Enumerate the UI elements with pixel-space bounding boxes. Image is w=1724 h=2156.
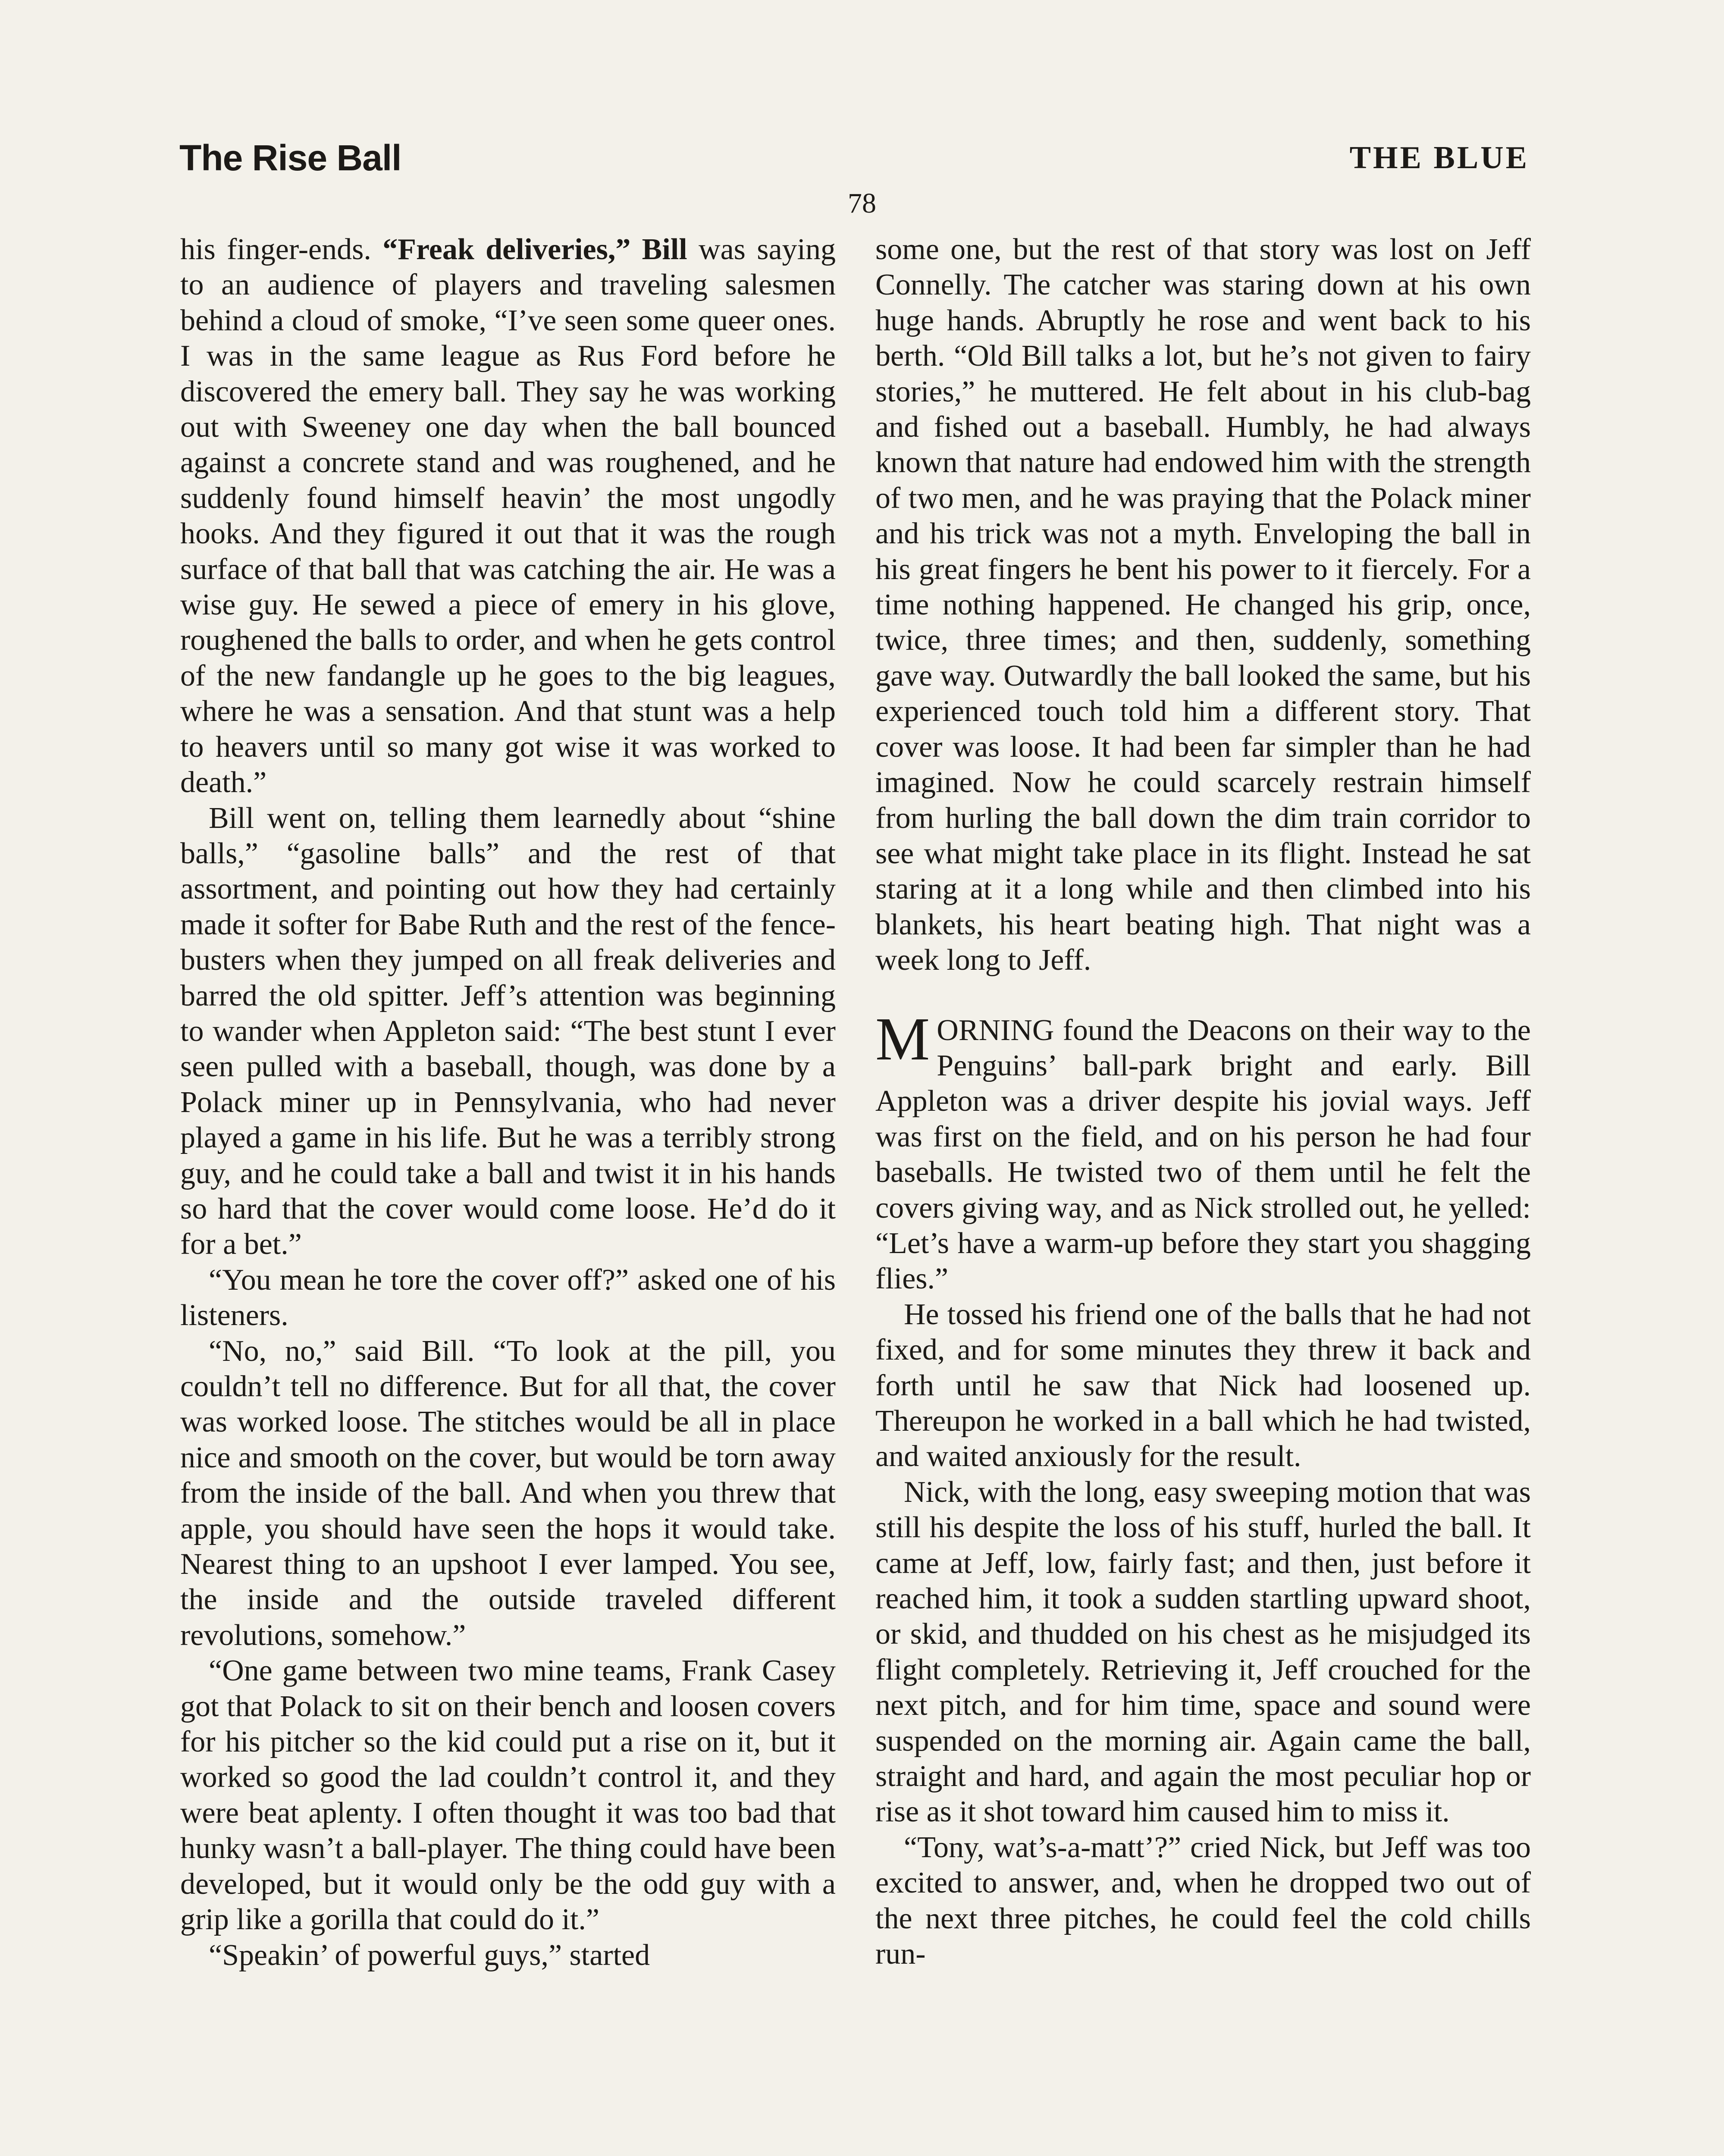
bold-quote: “Freak deliveries,” Bill [382, 233, 687, 266]
paragraph: “You mean he tore the cover off?” asked one of his listeners. [180, 1263, 836, 1332]
drop-cap: M [875, 1004, 930, 1073]
paragraph: some one, but the rest of that story was lost on Jeff Connelly. The catcher was staring down at his own huge hands. Abruptly he rose and went back to his berth. “Old Bill talks a lot, but he’s not given to fairy stories,” he muttered. He felt about in his club-bag and fished out a baseball. Humbly, he had always known that nature had endowed him with the strength of two men, and he was praying that the Polack miner and his trick was not a myth. Enveloping the ball in his great fingers he bent his power to it fiercely. For a time nothing happened. He changed his grip, once, twice, three times; and then, suddenly, something gave way. Outwardly the ball looked the same, but his experienced touch told him a different story. That cover was loose. It had been far simpler than he had imagined. Now he could scarcely restrain himself from hurling the ball down the dim train corridor to see what might take place in its flight. Instead he sat staring at it a long while and then climbed into his blankets, his heart beating high. That night was a week long to Jeff. [875, 233, 1531, 977]
story-title: The Rise Ball [179, 138, 401, 178]
paragraph: “Speakin’ of powerful guys,” started [209, 1938, 650, 1972]
paragraph-text: was saying to an audience of players and traveling salesmen behind a cloud of smoke, “I’ve seen some queer ones. I was in the same league as Rus Ford before he discovered the emery ball. They say he was working out with Sweeney one day when the ball bounced against a concrete stand and was roughened, and he suddenly found himself heavin’ the most ungodly hooks. And they figured it out that it was the rough surface of that ball that was catching the air. He was a wise guy. He sewed a piece of emery in his glove, roughened the balls to order, and when he gets control of the new fandangle up he goes to the big leagues, where he was a sensation. And that stunt was a help to heavers until so many got wise it was worked to death.” [180, 233, 836, 799]
paragraph: Nick, with the long, easy sweeping motion that was still his despite the loss of his stuff, hurled the ball. It came at Jeff, low, fairly fast; and then, just before it reached him, it took a sudden startling upward shoot, or skid, and thudded on his chest as he misjudged its flight completely. Retrieving it, Jeff crouched for the next pitch, and for him time, space and sound were suspended on the morning air. Again came the ball, straight and hard, and again the most peculiar hop or rise as it shot toward him caused him to miss it. [875, 1475, 1531, 1829]
paragraph-text: his finger-ends. [180, 233, 383, 266]
section-opening-paragraph [875, 1004, 1531, 1297]
magazine-name: THE BLUE [1349, 140, 1529, 175]
paragraph: “No, no,” said Bill. “To look at the pill, you couldn’t tell no difference. But for all that, the cover was worked loose. The stitches would be all in place nice and smooth on the cover, but would be torn away from the inside of the ball. And when you threw that apple, you should have seen the hops it would take. Nearest thing to an upshoot I ever lamped. You see, the inside and the outside traveled different revolutions, somehow.” [180, 1334, 836, 1652]
page-number: 78 [848, 188, 876, 219]
paragraph: He tossed his friend one of the balls that he had not fixed, and for some minutes they threw it back and forth until he saw that Nick had loosened up. Thereupon he worked in a ball which he had twisted, and waited anxiously for the result. [875, 1297, 1531, 1473]
paragraph: “One game between two mine teams, Frank Casey got that Polack to sit on their bench and loosen covers for his pitcher so the kid could put a rise on it, but it worked so good the lad couldn’t control it, and they were beat aplenty. I often thought it was too bad that hunky wasn’t a ball-player. The thing could have been developed, but it would only be the odd guy with a grip like a gorilla that could do it.” [180, 1654, 836, 1937]
small-caps-lead: ORNING [937, 1013, 1054, 1047]
paragraph: Bill went on, telling them learnedly about “shine balls,” “gasoline balls” and the rest of that assortment, and pointing out how they had certainly made it softer for Babe Ruth and the rest of the fence-busters when they jumped on all freak deliveries and barred the old spitter. Jeff’s attention was beginning to wander when Appleton said: “The best stunt I ever seen pulled with a baseball, though, was done by a Polack miner up in Pennsylvania, who had never played a game in his life. But he was a terribly strong guy, and he could take a ball and twist it in his hands so hard that the cover would come loose. He’d do it for a bet.” [180, 801, 836, 1261]
paragraph [180, 232, 836, 801]
left-column [180, 232, 836, 1973]
paragraph: “Tony, wat’s-a-matt’?” cried Nick, but Jeff was too excited to answer, and, when he dropped two out of the next three pitches, he could feel the cold chills run- [875, 1830, 1531, 1971]
right-column [875, 232, 1531, 1972]
paragraph-text: found the Deacons on their way to the Penguins’ ball-park bright and early. Bill Appleton was a driver despite his jovial ways. Jeff was first on the field, and on his person he had four baseballs. He twisted two of them until he felt the covers giving way, and as Nick strolled out, he yelled: “Let’s have a warm-up before they start you shagging flies.” [875, 1013, 1531, 1296]
